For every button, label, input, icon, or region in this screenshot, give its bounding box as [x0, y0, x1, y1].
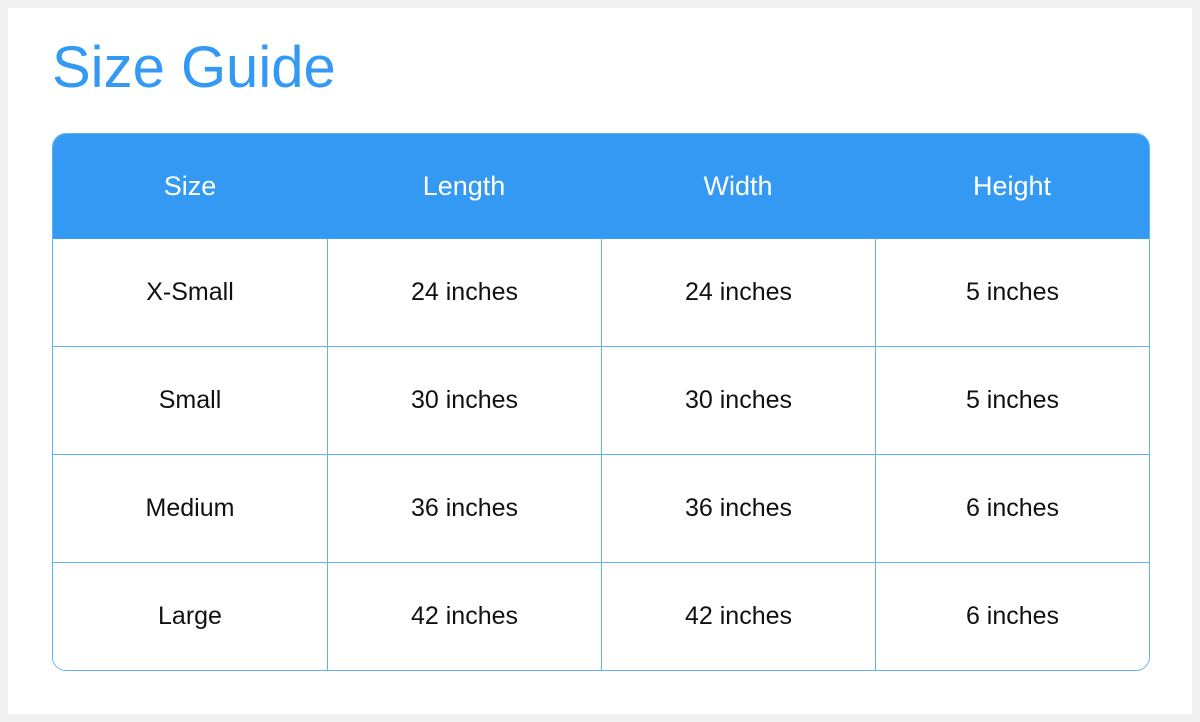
cell-size: Large [53, 562, 327, 670]
cell-length: 24 inches [327, 238, 601, 346]
cell-width: 30 inches [601, 346, 875, 454]
cell-height: 6 inches [875, 562, 1149, 670]
size-guide-table [52, 133, 1150, 671]
column-header-size: Size [53, 134, 327, 238]
cell-height: 5 inches [875, 346, 1149, 454]
cell-length: 42 inches [327, 562, 601, 670]
cell-size: Small [53, 346, 327, 454]
cell-size: X-Small [53, 238, 327, 346]
cell-width: 24 inches [601, 238, 875, 346]
table-row [53, 238, 1149, 346]
table-header [53, 134, 1149, 238]
cell-width: 42 inches [601, 562, 875, 670]
table-body [53, 238, 1149, 670]
table-row [53, 454, 1149, 562]
table-row [53, 346, 1149, 454]
cell-width: 36 inches [601, 454, 875, 562]
cell-size: Medium [53, 454, 327, 562]
column-header-length: Length [327, 134, 601, 238]
cell-length: 30 inches [327, 346, 601, 454]
size-guide-table-container [52, 133, 1148, 671]
column-header-height: Height [875, 134, 1149, 238]
column-header-width: Width [601, 134, 875, 238]
cell-height: 6 inches [875, 454, 1149, 562]
document-page [8, 8, 1192, 714]
page-title: Size Guide [52, 35, 336, 100]
table-header-row [53, 134, 1149, 238]
cell-length: 36 inches [327, 454, 601, 562]
cell-height: 5 inches [875, 238, 1149, 346]
table-row [53, 562, 1149, 670]
